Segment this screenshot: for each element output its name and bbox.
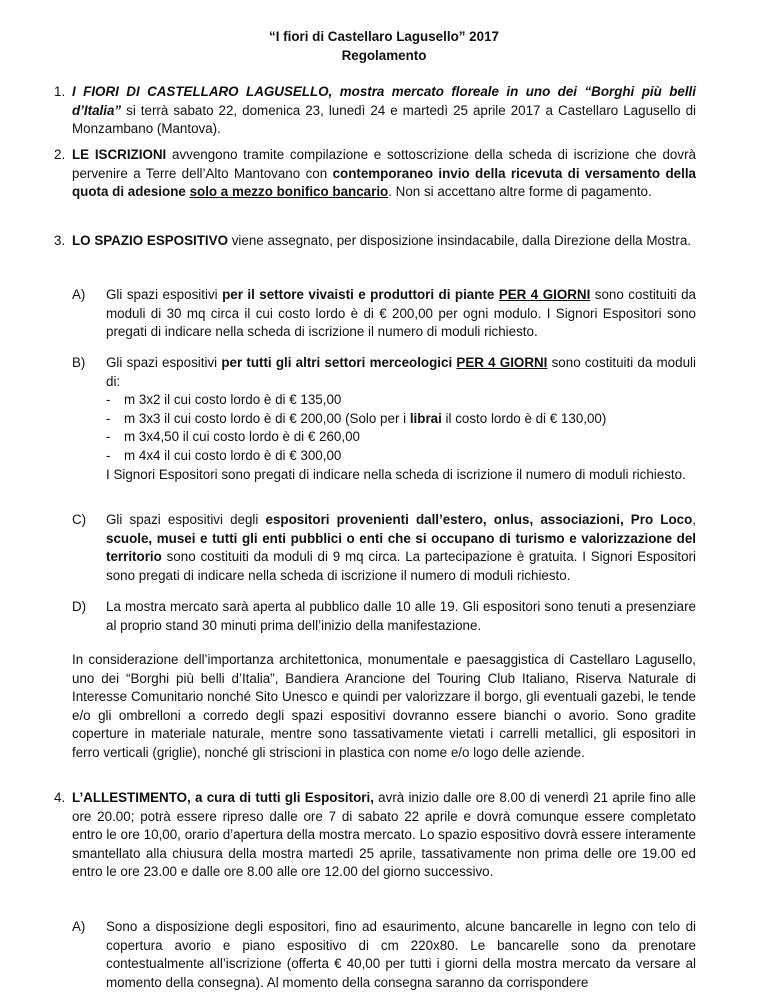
item-letter: B) <box>72 355 86 370</box>
section-heading: LO SPAZIO ESPOSITIVO <box>72 233 228 248</box>
subsection-3a <box>72 286 696 342</box>
price-list-item: - m 3x4,50 il cui costo lordo è di € 260,00 <box>106 429 360 445</box>
section-text: avvengono tramite compilazione e sottoscrizione della scheda di iscrizione che dovrà pervenire a Terre dell’Alto Mantovano con <box>72 147 696 181</box>
section-text: sono costituiti da moduli di 9 mq circa. La partecipazione è gratuita. I Signori Espositori sono pregati di indicare nella scheda di iscrizione il numero di moduli richiesto. <box>106 549 696 583</box>
section-text: viene assegnato, per disposizione insindacabile, dalla Direzione della Mostra. <box>228 233 691 248</box>
item-number: 2. <box>54 147 66 162</box>
item-number: 3. <box>54 233 66 248</box>
section-text: . Non si accettano altre forme di pagamento. <box>388 184 652 200</box>
section-4 <box>54 789 696 882</box>
subsection-3d <box>72 598 696 635</box>
section-heading: LE ISCRIZIONI <box>72 147 167 162</box>
price-list-item: - m 3x2 il cui costo lordo è di € 135,00 <box>106 392 342 408</box>
item-letter: C) <box>72 512 87 527</box>
emphasis-underlined: solo a mezzo bonifico bancario <box>189 184 389 200</box>
section-text: Gli spazi espositivi <box>106 287 223 302</box>
emphasis-text: espositori provenienti dall’estero, onlus, associazioni, Pro Loco <box>265 512 693 527</box>
item-number: 1. <box>54 84 66 99</box>
section-1 <box>54 83 696 139</box>
emphasis-underlined: PER 4 GIORNI <box>498 287 591 302</box>
item-number: 4. <box>54 790 66 805</box>
section-2 <box>54 146 696 202</box>
emphasis-text: per il settore vivaisti e produttori di piante <box>222 287 499 302</box>
price-list-item: - m 3x3 il cui costo lordo è di € 200,00 (Solo per i librai il costo lordo è di € 130,00) <box>106 410 607 426</box>
emphasis-text: per tutti gli altri settori merceologici <box>221 355 457 370</box>
section-text: si terrà sabato 22, domenica 23, lunedì 24 e martedì 25 aprile 2017 a Castellaro Lagusello di Monzambano (Mantova). <box>72 102 696 137</box>
title-subtitle: Regolamento <box>341 47 427 63</box>
emphasis-text: scuole, musei e tutti gli enti pubblici o enti che si occupano di turismo e valorizzazione del territorio <box>106 530 696 565</box>
document-title <box>0 0 768 65</box>
item-letter: A) <box>72 919 86 934</box>
item-letter: A) <box>72 287 86 302</box>
heritage-paragraph <box>72 651 696 763</box>
title-line: “I fiori di Castellaro Lagusello” 2017 <box>269 29 499 44</box>
section-text: sono costituiti da moduli di 30 mq circa il cui costo lordo è di € 200,00 per ogni modulo. I Signori Espositori sono pregati di indicare nella scheda di iscrizione il numero di moduli richiesto. <box>106 287 696 340</box>
subsection-4a <box>72 918 696 992</box>
price-list-item: - m 4x4 il cui costo lordo è di € 300,00 <box>106 447 342 463</box>
section-text: avrà inizio dalle ore 8.00 di venerdì 21 aprile fino alle ore 20.00; potrà essere ripreso dalle ore 7 di sabato 22 aprile e dovrà comunque essere completato entro le ore 10,00, orario d’apertura della mostra mercato. Lo spazio espositivo dovrà essere interamente smantellato alla chiusura della mostra martedì 25 aprile, tassativamente non prima delle ore 19.00 ed entro le ore 23.00 e dalle ore 8.00 alle ore 12.00 del giorno successivo. <box>72 790 696 880</box>
section-text: In considerazione dell’importanza architettonica, monumentale e paesaggistica di Castellaro Lagusello, uno dei “Borghi più belli d’Italia”, Bandiera Arancione del Touring Club Italiano, Riserva Naturale di Interesse Comunitario nonché Sito Unesco e quindi per valorizzare il borgo, gli eventuali gazebi, le tende e/o gli ombrelloni a corredo degli spazi espositivi dovranno essere bianchi o avorio. Sono gradite coperture in materiale naturale, mentre sono tassativamente vietati i carrelli metallici, gli espositori in ferro verticali (griglie), nonché gli striscioni in plastica con nome e/o logo delle aziende. <box>72 652 696 760</box>
section-text: Gli spazi espositivi <box>106 355 222 370</box>
item-letter: D) <box>72 599 87 614</box>
section-text: sono costituiti da moduli di: <box>106 355 696 389</box>
emphasis-underlined: PER 4 GIORNI <box>456 355 548 370</box>
event-name: I FIORI DI CASTELLARO LAGUSELLO, mostra mercato floreale in uno dei “Borghi più belli d’Italia” <box>72 84 696 118</box>
section-text: Gli spazi espositivi degli <box>106 512 266 527</box>
section-3 <box>54 232 696 251</box>
section-text: Sono a disposizione degli espositori, fino ad esaurimento, alcune bancarelle in legno con telo di copertura avorio e piano espositivo di cm 220x80. Le bancarelle sono da prenotare contestualmente all’iscrizione (offerta € 40,00 per tutti i giorni della mostra mercato da versare al momento della consegna). Al momento della consegna saranno da corrispondere <box>106 919 696 990</box>
subsection-3b <box>72 354 696 484</box>
section-text: La mostra mercato sarà aperta al pubblico dalle 10 alle 19. Gli espositori sono tenuti a presenziare al proprio stand 30 minuti prima dell’inizio della manifestazione. <box>106 599 696 633</box>
section-text: I Signori Espositori sono pregati di indicare nella scheda di iscrizione il numero di moduli richiesto. <box>106 466 686 482</box>
section-heading: L’ALLESTIMENTO, a cura di tutti gli Espositori, <box>72 790 374 805</box>
section-text: , <box>692 512 696 527</box>
emphasis-text: contemporaneo invio della ricevuta di versamento della quota di adesione <box>72 165 696 200</box>
subsection-3c <box>72 511 696 585</box>
